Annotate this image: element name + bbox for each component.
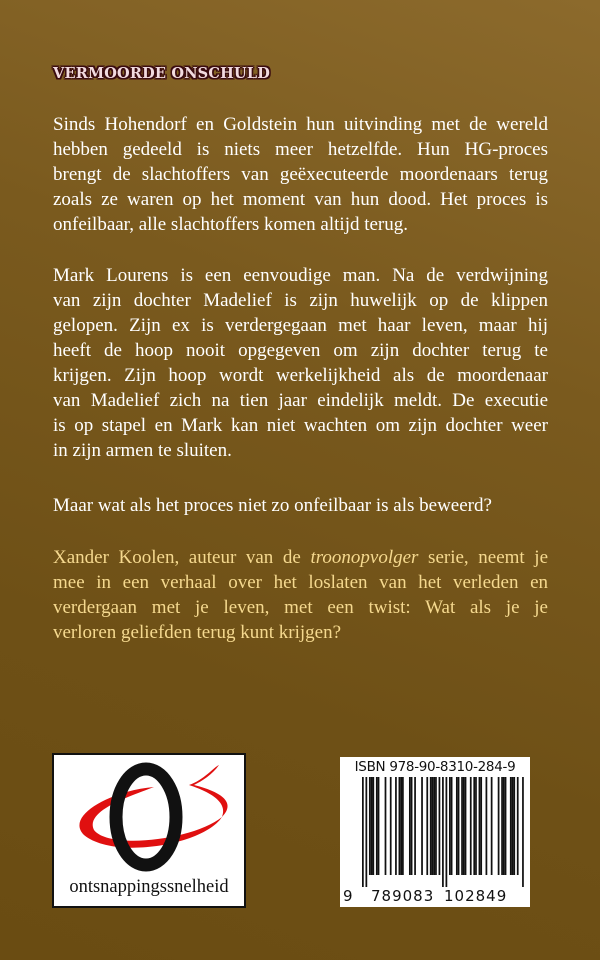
barcode-bar xyxy=(390,777,392,875)
text-line: is op stapel en Mark kan niet wachten om zijn dochter weer xyxy=(53,415,548,436)
barcode-bar xyxy=(430,777,432,875)
barcode-bar xyxy=(505,777,507,875)
barcode-bar xyxy=(512,777,514,875)
barcode-bar xyxy=(465,777,467,875)
barcode-bar xyxy=(442,777,444,887)
barcode-bar xyxy=(470,777,472,875)
publisher-logo xyxy=(52,753,246,908)
barcode-bar xyxy=(480,777,482,875)
book-title: VERMOORDE ONSCHULD xyxy=(53,65,271,82)
barcode-bar xyxy=(433,777,435,875)
text-line: brengt de slachtoffers van geëxecuteerde moordenaars terug xyxy=(53,164,548,185)
isbn-barcode xyxy=(340,757,530,907)
barcode-bar xyxy=(372,777,374,875)
barcode-bar xyxy=(491,777,493,875)
barcode-bar xyxy=(473,777,475,875)
author-paragraph xyxy=(53,545,548,645)
barcode-bar xyxy=(479,777,481,875)
barcode-bar xyxy=(503,777,505,875)
barcode-bar xyxy=(461,777,463,875)
barcode-bar xyxy=(510,777,512,875)
barcode-bar xyxy=(475,777,477,875)
barcode-bar xyxy=(486,777,488,875)
text-line: Sinds Hohendorf en Goldstein hun uitvinding met de wereld xyxy=(53,114,548,135)
blurb-paragraph-3 xyxy=(53,493,548,518)
barcode-bar xyxy=(400,777,402,875)
barcode-bar xyxy=(369,777,371,875)
barcode-bar xyxy=(411,777,413,875)
barcode-bar xyxy=(517,777,519,875)
barcode-bar xyxy=(522,777,524,887)
barcode-bar xyxy=(365,777,367,887)
barcode-bar xyxy=(371,777,373,875)
text-line: zoals ze waren op het moment van hun dood. Het proces is xyxy=(53,189,548,210)
text-line: onfeilbaar, alle slachtoffers komen altijd terug. xyxy=(53,214,409,235)
barcode-bar xyxy=(451,777,453,875)
barcode-bar xyxy=(449,777,451,875)
barcode-bar xyxy=(435,777,437,875)
barcode-bar xyxy=(432,777,434,875)
barcode-bar xyxy=(421,777,423,875)
barcode-bar xyxy=(399,777,401,875)
publisher-name: ontsnappingssnelheid xyxy=(69,877,229,897)
text-line: verloren geliefden terug kunt krijgen? xyxy=(53,622,342,643)
barcode-bar xyxy=(501,777,503,875)
blurb-paragraph-1 xyxy=(53,112,548,237)
text-line: krijgen. Zijn hoop wordt werkelijkheid als de moordenaar xyxy=(53,365,548,386)
barcode-bar xyxy=(362,777,364,887)
barcode-bar xyxy=(414,777,416,875)
barcode-digits-right: 102849 xyxy=(444,887,508,905)
text-line: Maar wat als het proces niet zo onfeilbaar is als beweerd? xyxy=(53,495,492,516)
text-line: heeft de hoop nooit opgegeven om zijn dochter terug te xyxy=(53,340,548,361)
barcode-bar xyxy=(385,777,387,875)
text-line: in zijn armen te sluiten. xyxy=(53,440,232,461)
text-line: gelopen. Zijn ex is verdergegaan met haar leven, maar hij xyxy=(53,315,548,336)
barcode-bars xyxy=(348,777,524,887)
isbn-label: ISBN 978-90-8310-284-9 xyxy=(354,759,516,775)
barcode-bar xyxy=(498,777,500,875)
barcode-bar xyxy=(456,777,458,875)
barcode-bar xyxy=(378,777,380,875)
barcode-bar xyxy=(439,777,441,875)
barcode-digits-left: 789083 xyxy=(371,887,435,905)
text-segment: Xander Koolen, auteur van de xyxy=(53,547,311,568)
barcode-bar xyxy=(463,777,465,875)
os-logo-icon xyxy=(54,755,244,875)
barcode-bar xyxy=(402,777,404,875)
text-line xyxy=(53,545,548,570)
text-line: Mark Lourens is een eenvoudige man. Na de verdwijning xyxy=(53,265,548,286)
barcode-bar xyxy=(513,777,515,875)
text-line: mee in een verhaal over het loslaten van het verleden en xyxy=(53,572,548,593)
text-line: van zijn dochter Madelief is zijn huwelijk op de klippen xyxy=(53,290,548,311)
text-line: verdergaan met je leven, met een twist: Wat als je je xyxy=(53,597,548,618)
barcode-bar xyxy=(395,777,397,875)
barcode-bar xyxy=(426,777,428,875)
text-line: hebben gedeeld is niets meer hetzelfde. Hun HG-proces xyxy=(53,139,548,160)
barcode-bar xyxy=(446,777,448,887)
barcode-bar xyxy=(458,777,460,875)
series-title: troonopvolger xyxy=(310,547,419,568)
barcode-bar xyxy=(409,777,411,875)
barcode-bar xyxy=(376,777,378,875)
text-segment: serie, neemt je xyxy=(418,547,548,568)
blurb-paragraph-2 xyxy=(53,263,548,463)
text-line: van Madelief zich na tien jaar eindelijk meldt. De executie xyxy=(53,390,548,411)
barcode-digit-first: 9 xyxy=(343,887,354,905)
